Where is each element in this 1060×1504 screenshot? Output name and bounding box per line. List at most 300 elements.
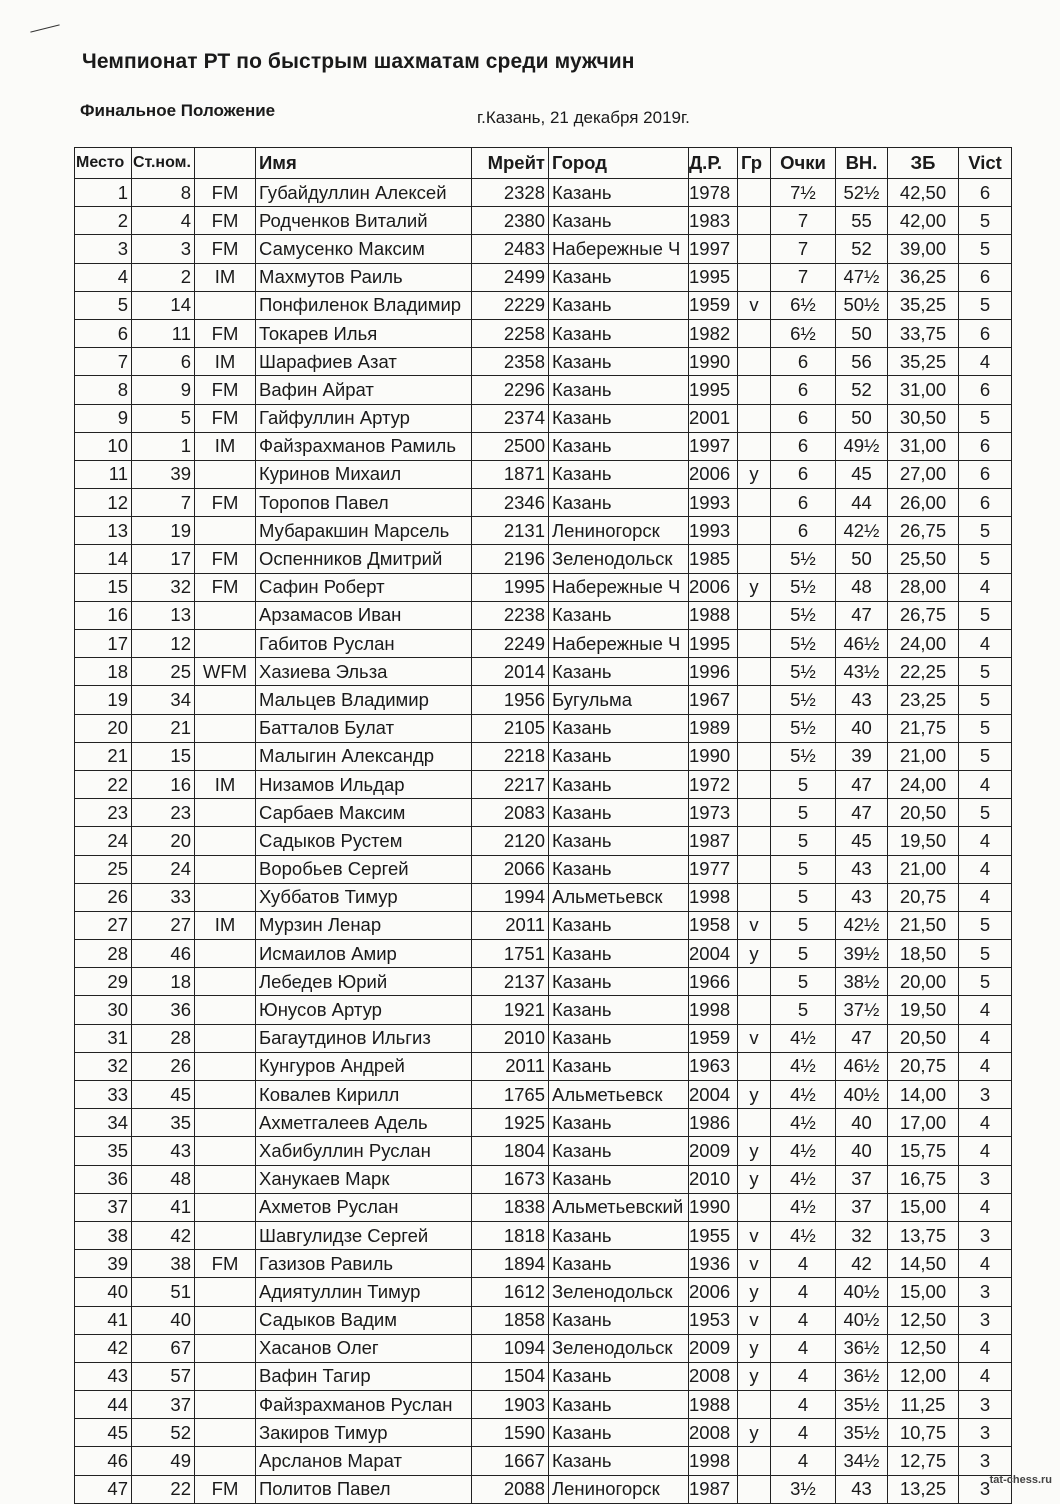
cell-title bbox=[195, 1447, 256, 1475]
cell-city: Казань bbox=[549, 1024, 689, 1052]
cell-sonneborn-berger: 15,75 bbox=[888, 1137, 959, 1165]
cell-buchholz: 43½ bbox=[836, 658, 888, 686]
cell-name: Токарев Илья bbox=[256, 319, 472, 347]
cell-buchholz: 48 bbox=[836, 573, 888, 601]
cell-name: Губайдуллин Алексей bbox=[256, 179, 472, 207]
cell-name: Малыгин Александр bbox=[256, 742, 472, 770]
cell-city: Казань bbox=[549, 291, 689, 319]
cell-name: Вафин Айрат bbox=[256, 376, 472, 404]
cell-title: FM bbox=[195, 404, 256, 432]
cell-points: 3½ bbox=[771, 1475, 836, 1503]
header-points: Очки bbox=[771, 148, 836, 179]
cell-sonneborn-berger: 24,00 bbox=[888, 630, 959, 658]
cell-points: 5 bbox=[771, 940, 836, 968]
cell-start-number: 52 bbox=[132, 1419, 195, 1447]
cell-buchholz: 35½ bbox=[836, 1391, 888, 1419]
cell-title bbox=[195, 827, 256, 855]
table-row bbox=[75, 1193, 1012, 1221]
cell-birth-year: 1955 bbox=[689, 1221, 738, 1249]
cell-place: 42 bbox=[75, 1334, 132, 1362]
cell-birth-year: 1978 bbox=[689, 179, 738, 207]
cell-victories: 4 bbox=[959, 1250, 1012, 1278]
cell-buchholz: 56 bbox=[836, 348, 888, 376]
cell-birth-year: 1972 bbox=[689, 770, 738, 798]
cell-name: Файзрахманов Рамиль bbox=[256, 432, 472, 460]
cell-name: Юнусов Артур bbox=[256, 996, 472, 1024]
cell-title: WFM bbox=[195, 658, 256, 686]
cell-buchholz: 40½ bbox=[836, 1081, 888, 1109]
cell-victories: 3 bbox=[959, 1391, 1012, 1419]
cell-victories: 4 bbox=[959, 1052, 1012, 1080]
cell-start-number: 20 bbox=[132, 827, 195, 855]
cell-buchholz: 43 bbox=[836, 855, 888, 883]
cell-buchholz: 36½ bbox=[836, 1334, 888, 1362]
cell-place: 18 bbox=[75, 658, 132, 686]
cell-city: Казань bbox=[549, 1419, 689, 1447]
cell-title bbox=[195, 1081, 256, 1109]
cell-start-number: 33 bbox=[132, 883, 195, 911]
cell-sonneborn-berger: 16,75 bbox=[888, 1165, 959, 1193]
cell-group bbox=[738, 545, 771, 573]
table-row bbox=[75, 1278, 1012, 1306]
table-row bbox=[75, 489, 1012, 517]
cell-start-number: 15 bbox=[132, 742, 195, 770]
cell-start-number: 25 bbox=[132, 658, 195, 686]
cell-birth-year: 2008 bbox=[689, 1419, 738, 1447]
cell-title: FM bbox=[195, 235, 256, 263]
cell-rating: 2083 bbox=[472, 799, 549, 827]
cell-sonneborn-berger: 20,75 bbox=[888, 1052, 959, 1080]
cell-rating: 1871 bbox=[472, 460, 549, 488]
cell-sonneborn-berger: 26,00 bbox=[888, 489, 959, 517]
table-row bbox=[75, 404, 1012, 432]
cell-title: FM bbox=[195, 1250, 256, 1278]
cell-victories: 5 bbox=[959, 799, 1012, 827]
cell-sonneborn-berger: 20,50 bbox=[888, 799, 959, 827]
cell-victories: 4 bbox=[959, 855, 1012, 883]
cell-sonneborn-berger: 19,50 bbox=[888, 996, 959, 1024]
cell-rating: 1504 bbox=[472, 1362, 549, 1390]
cell-title bbox=[195, 714, 256, 742]
table-row bbox=[75, 686, 1012, 714]
cell-start-number: 45 bbox=[132, 1081, 195, 1109]
cell-city: Казань bbox=[549, 1306, 689, 1334]
cell-title bbox=[195, 1419, 256, 1447]
cell-title: FM bbox=[195, 376, 256, 404]
cell-points: 4 bbox=[771, 1362, 836, 1390]
cell-name: Низамов Ильдар bbox=[256, 770, 472, 798]
cell-birth-year: 1990 bbox=[689, 348, 738, 376]
cell-sonneborn-berger: 23,25 bbox=[888, 686, 959, 714]
cell-victories: 5 bbox=[959, 658, 1012, 686]
cell-rating: 2374 bbox=[472, 404, 549, 432]
cell-rating: 1921 bbox=[472, 996, 549, 1024]
cell-start-number: 32 bbox=[132, 573, 195, 601]
cell-birth-year: 2009 bbox=[689, 1334, 738, 1362]
cell-start-number: 18 bbox=[132, 968, 195, 996]
cell-points: 6½ bbox=[771, 319, 836, 347]
cell-title bbox=[195, 799, 256, 827]
cell-rating: 2120 bbox=[472, 827, 549, 855]
cell-victories: 6 bbox=[959, 432, 1012, 460]
cell-sonneborn-berger: 21,00 bbox=[888, 742, 959, 770]
cell-title bbox=[195, 1193, 256, 1221]
table-row bbox=[75, 911, 1012, 939]
cell-group bbox=[738, 1391, 771, 1419]
cell-points: 5 bbox=[771, 855, 836, 883]
cell-place: 5 bbox=[75, 291, 132, 319]
cell-title bbox=[195, 630, 256, 658]
table-row bbox=[75, 1024, 1012, 1052]
table-row bbox=[75, 1306, 1012, 1334]
cell-points: 5½ bbox=[771, 686, 836, 714]
cell-victories: 5 bbox=[959, 601, 1012, 629]
cell-place: 10 bbox=[75, 432, 132, 460]
cell-place: 33 bbox=[75, 1081, 132, 1109]
cell-points: 4½ bbox=[771, 1052, 836, 1080]
cell-birth-year: 1995 bbox=[689, 263, 738, 291]
cell-start-number: 14 bbox=[132, 291, 195, 319]
cell-birth-year: 2006 bbox=[689, 460, 738, 488]
cell-rating: 1994 bbox=[472, 883, 549, 911]
cell-birth-year: 2006 bbox=[689, 1278, 738, 1306]
cell-city: Зеленодольск bbox=[549, 545, 689, 573]
cell-birth-year: 2001 bbox=[689, 404, 738, 432]
cell-buchholz: 42½ bbox=[836, 517, 888, 545]
cell-group: y bbox=[738, 1165, 771, 1193]
cell-rating: 1612 bbox=[472, 1278, 549, 1306]
cell-name: Кунгуров Андрей bbox=[256, 1052, 472, 1080]
cell-points: 4½ bbox=[771, 1137, 836, 1165]
cell-name: Сафин Роберт bbox=[256, 573, 472, 601]
table-row bbox=[75, 179, 1012, 207]
cell-group: y bbox=[738, 1137, 771, 1165]
cell-group bbox=[738, 601, 771, 629]
table-row bbox=[75, 1391, 1012, 1419]
cell-place: 35 bbox=[75, 1137, 132, 1165]
cell-start-number: 9 bbox=[132, 376, 195, 404]
cell-start-number: 41 bbox=[132, 1193, 195, 1221]
table-row bbox=[75, 1419, 1012, 1447]
cell-victories: 5 bbox=[959, 742, 1012, 770]
cell-city: Казань bbox=[549, 940, 689, 968]
table-body bbox=[75, 179, 1012, 1504]
cell-sonneborn-berger: 21,50 bbox=[888, 911, 959, 939]
table-row bbox=[75, 714, 1012, 742]
cell-city: Казань bbox=[549, 179, 689, 207]
cell-start-number: 1 bbox=[132, 432, 195, 460]
cell-buchholz: 52½ bbox=[836, 179, 888, 207]
cell-start-number: 6 bbox=[132, 348, 195, 376]
cell-victories: 4 bbox=[959, 348, 1012, 376]
cell-city: Альметьевский bbox=[549, 1193, 689, 1221]
cell-points: 4½ bbox=[771, 1024, 836, 1052]
cell-city: Казань bbox=[549, 207, 689, 235]
cell-place: 14 bbox=[75, 545, 132, 573]
cell-victories: 3 bbox=[959, 1447, 1012, 1475]
cell-name: Вафин Тагир bbox=[256, 1362, 472, 1390]
cell-victories: 3 bbox=[959, 1306, 1012, 1334]
cell-title: IM bbox=[195, 263, 256, 291]
cell-name: Оспенников Дмитрий bbox=[256, 545, 472, 573]
cell-start-number: 3 bbox=[132, 235, 195, 263]
cell-buchholz: 49½ bbox=[836, 432, 888, 460]
cell-buchholz: 38½ bbox=[836, 968, 888, 996]
cell-group bbox=[738, 827, 771, 855]
cell-title: IM bbox=[195, 348, 256, 376]
header-rating: Мрейт bbox=[472, 148, 549, 179]
cell-buchholz: 55 bbox=[836, 207, 888, 235]
cell-place: 31 bbox=[75, 1024, 132, 1052]
cell-name: Гайфуллин Артур bbox=[256, 404, 472, 432]
cell-rating: 2258 bbox=[472, 319, 549, 347]
cell-city: Казань bbox=[549, 432, 689, 460]
cell-birth-year: 1997 bbox=[689, 432, 738, 460]
table-row bbox=[75, 1081, 1012, 1109]
cell-rating: 2105 bbox=[472, 714, 549, 742]
cell-name: Шарафиев Азат bbox=[256, 348, 472, 376]
cell-victories: 4 bbox=[959, 883, 1012, 911]
cell-name: Мурзин Ленар bbox=[256, 911, 472, 939]
cell-title bbox=[195, 1334, 256, 1362]
cell-victories: 6 bbox=[959, 489, 1012, 517]
cell-birth-year: 1936 bbox=[689, 1250, 738, 1278]
cell-rating: 2010 bbox=[472, 1024, 549, 1052]
cell-group: y bbox=[738, 1362, 771, 1390]
cell-title: FM bbox=[195, 179, 256, 207]
cell-points: 4 bbox=[771, 1306, 836, 1334]
cell-points: 7½ bbox=[771, 179, 836, 207]
cell-place: 40 bbox=[75, 1278, 132, 1306]
cell-start-number: 40 bbox=[132, 1306, 195, 1334]
cell-name: Торопов Павел bbox=[256, 489, 472, 517]
cell-group: v bbox=[738, 1306, 771, 1334]
cell-group: y bbox=[738, 1334, 771, 1362]
scan-pen-mark bbox=[30, 24, 59, 32]
cell-victories: 4 bbox=[959, 1362, 1012, 1390]
cell-sonneborn-berger: 21,00 bbox=[888, 855, 959, 883]
cell-place: 34 bbox=[75, 1109, 132, 1137]
cell-name: Понфиленок Владимир bbox=[256, 291, 472, 319]
cell-victories: 6 bbox=[959, 179, 1012, 207]
cell-birth-year: 1958 bbox=[689, 911, 738, 939]
header-city: Город bbox=[549, 148, 689, 179]
table-header bbox=[75, 148, 1012, 179]
cell-start-number: 26 bbox=[132, 1052, 195, 1080]
cell-rating: 1804 bbox=[472, 1137, 549, 1165]
cell-points: 5½ bbox=[771, 742, 836, 770]
cell-place: 11 bbox=[75, 460, 132, 488]
table-row bbox=[75, 799, 1012, 827]
cell-place: 23 bbox=[75, 799, 132, 827]
cell-victories: 5 bbox=[959, 686, 1012, 714]
cell-birth-year: 1959 bbox=[689, 1024, 738, 1052]
cell-name: Мубаракшин Марсель bbox=[256, 517, 472, 545]
cell-start-number: 5 bbox=[132, 404, 195, 432]
cell-points: 7 bbox=[771, 207, 836, 235]
cell-start-number: 17 bbox=[132, 545, 195, 573]
cell-birth-year: 1983 bbox=[689, 207, 738, 235]
cell-sonneborn-berger: 17,00 bbox=[888, 1109, 959, 1137]
cell-title bbox=[195, 1362, 256, 1390]
header-birth-year: Д.Р. bbox=[689, 148, 738, 179]
cell-points: 6 bbox=[771, 489, 836, 517]
cell-rating: 1751 bbox=[472, 940, 549, 968]
cell-rating: 2218 bbox=[472, 742, 549, 770]
cell-title bbox=[195, 742, 256, 770]
cell-place: 22 bbox=[75, 770, 132, 798]
cell-start-number: 4 bbox=[132, 207, 195, 235]
cell-birth-year: 1998 bbox=[689, 883, 738, 911]
header-start-number: Ст.ном. bbox=[132, 148, 195, 179]
header-victories: Vict bbox=[959, 148, 1012, 179]
cell-buchholz: 50 bbox=[836, 319, 888, 347]
cell-victories: 3 bbox=[959, 1278, 1012, 1306]
cell-place: 32 bbox=[75, 1052, 132, 1080]
cell-title bbox=[195, 1306, 256, 1334]
cell-sonneborn-berger: 19,50 bbox=[888, 827, 959, 855]
cell-victories: 5 bbox=[959, 291, 1012, 319]
cell-name: Багаутдинов Ильгиз bbox=[256, 1024, 472, 1052]
cell-name: Шавгулидзе Сергей bbox=[256, 1221, 472, 1249]
cell-city: Казань bbox=[549, 911, 689, 939]
cell-buchholz: 50½ bbox=[836, 291, 888, 319]
cell-points: 6½ bbox=[771, 291, 836, 319]
table-row bbox=[75, 348, 1012, 376]
cell-group bbox=[738, 883, 771, 911]
cell-rating: 1995 bbox=[472, 573, 549, 601]
cell-place: 27 bbox=[75, 911, 132, 939]
cell-group bbox=[738, 968, 771, 996]
cell-buchholz: 50 bbox=[836, 545, 888, 573]
cell-city: Зеленодольск bbox=[549, 1278, 689, 1306]
cell-place: 16 bbox=[75, 601, 132, 629]
cell-points: 4 bbox=[771, 1250, 836, 1278]
cell-points: 4 bbox=[771, 1391, 836, 1419]
cell-start-number: 57 bbox=[132, 1362, 195, 1390]
cell-group bbox=[738, 630, 771, 658]
cell-group bbox=[738, 404, 771, 432]
cell-title bbox=[195, 855, 256, 883]
header-row bbox=[75, 148, 1012, 179]
cell-rating: 2131 bbox=[472, 517, 549, 545]
cell-points: 5 bbox=[771, 883, 836, 911]
cell-name: Арсланов Марат bbox=[256, 1447, 472, 1475]
cell-buchholz: 47 bbox=[836, 601, 888, 629]
cell-points: 5 bbox=[771, 968, 836, 996]
cell-points: 4 bbox=[771, 1278, 836, 1306]
cell-start-number: 8 bbox=[132, 179, 195, 207]
cell-points: 5½ bbox=[771, 545, 836, 573]
cell-sonneborn-berger: 42,00 bbox=[888, 207, 959, 235]
cell-sonneborn-berger: 20,75 bbox=[888, 883, 959, 911]
cell-buchholz: 36½ bbox=[836, 1362, 888, 1390]
cell-birth-year: 1953 bbox=[689, 1306, 738, 1334]
cell-sonneborn-berger: 13,25 bbox=[888, 1475, 959, 1503]
cell-sonneborn-berger: 20,00 bbox=[888, 968, 959, 996]
cell-group bbox=[738, 1447, 771, 1475]
cell-victories: 6 bbox=[959, 376, 1012, 404]
cell-title: FM bbox=[195, 545, 256, 573]
cell-place: 24 bbox=[75, 827, 132, 855]
cell-start-number: 19 bbox=[132, 517, 195, 545]
place-and-date: г.Казань, 21 декабря 2019г. bbox=[477, 108, 690, 127]
cell-rating: 2380 bbox=[472, 207, 549, 235]
cell-start-number: 49 bbox=[132, 1447, 195, 1475]
cell-start-number: 42 bbox=[132, 1221, 195, 1249]
table-row bbox=[75, 573, 1012, 601]
cell-title: FM bbox=[195, 489, 256, 517]
cell-group bbox=[738, 179, 771, 207]
cell-rating: 1858 bbox=[472, 1306, 549, 1334]
cell-name: Садыков Рустем bbox=[256, 827, 472, 855]
cell-start-number: 27 bbox=[132, 911, 195, 939]
cell-birth-year: 1993 bbox=[689, 517, 738, 545]
cell-rating: 2196 bbox=[472, 545, 549, 573]
cell-birth-year: 2004 bbox=[689, 1081, 738, 1109]
cell-name: Сарбаев Максим bbox=[256, 799, 472, 827]
cell-birth-year: 1985 bbox=[689, 545, 738, 573]
cell-city: Казань bbox=[549, 376, 689, 404]
cell-rating: 2500 bbox=[472, 432, 549, 460]
cell-group bbox=[738, 742, 771, 770]
cell-city: Казань bbox=[549, 742, 689, 770]
cell-rating: 2137 bbox=[472, 968, 549, 996]
cell-buchholz: 52 bbox=[836, 376, 888, 404]
cell-buchholz: 42 bbox=[836, 1250, 888, 1278]
cell-place: 17 bbox=[75, 630, 132, 658]
table-row bbox=[75, 460, 1012, 488]
cell-points: 4 bbox=[771, 1334, 836, 1362]
cell-sonneborn-berger: 26,75 bbox=[888, 517, 959, 545]
table-row bbox=[75, 545, 1012, 573]
cell-birth-year: 1987 bbox=[689, 827, 738, 855]
cell-place: 29 bbox=[75, 968, 132, 996]
cell-title bbox=[195, 1052, 256, 1080]
header-name: Имя bbox=[256, 148, 472, 179]
cell-group: v bbox=[738, 1221, 771, 1249]
header-buchholz: ВН. bbox=[836, 148, 888, 179]
cell-birth-year: 1998 bbox=[689, 1447, 738, 1475]
cell-buchholz: 40½ bbox=[836, 1278, 888, 1306]
cell-birth-year: 1990 bbox=[689, 1193, 738, 1221]
cell-place: 44 bbox=[75, 1391, 132, 1419]
cell-sonneborn-berger: 24,00 bbox=[888, 770, 959, 798]
cell-name: Файзрахманов Руслан bbox=[256, 1391, 472, 1419]
table-row bbox=[75, 1137, 1012, 1165]
cell-birth-year: 1966 bbox=[689, 968, 738, 996]
cell-group bbox=[738, 799, 771, 827]
cell-name: Куринов Михаил bbox=[256, 460, 472, 488]
table-row bbox=[75, 235, 1012, 263]
cell-group: y bbox=[738, 1278, 771, 1306]
table-row bbox=[75, 883, 1012, 911]
cell-name: Арзамасов Иван bbox=[256, 601, 472, 629]
cell-sonneborn-berger: 39,00 bbox=[888, 235, 959, 263]
cell-sonneborn-berger: 20,50 bbox=[888, 1024, 959, 1052]
cell-points: 5½ bbox=[771, 601, 836, 629]
cell-birth-year: 1995 bbox=[689, 376, 738, 404]
cell-victories: 5 bbox=[959, 207, 1012, 235]
footer-site: tat-chess.ru bbox=[989, 1474, 1052, 1486]
cell-city: Казань bbox=[549, 1362, 689, 1390]
cell-place: 30 bbox=[75, 996, 132, 1024]
cell-city: Казань bbox=[549, 770, 689, 798]
cell-place: 3 bbox=[75, 235, 132, 263]
cell-name: Газизов Равиль bbox=[256, 1250, 472, 1278]
cell-place: 36 bbox=[75, 1165, 132, 1193]
cell-rating: 1590 bbox=[472, 1419, 549, 1447]
